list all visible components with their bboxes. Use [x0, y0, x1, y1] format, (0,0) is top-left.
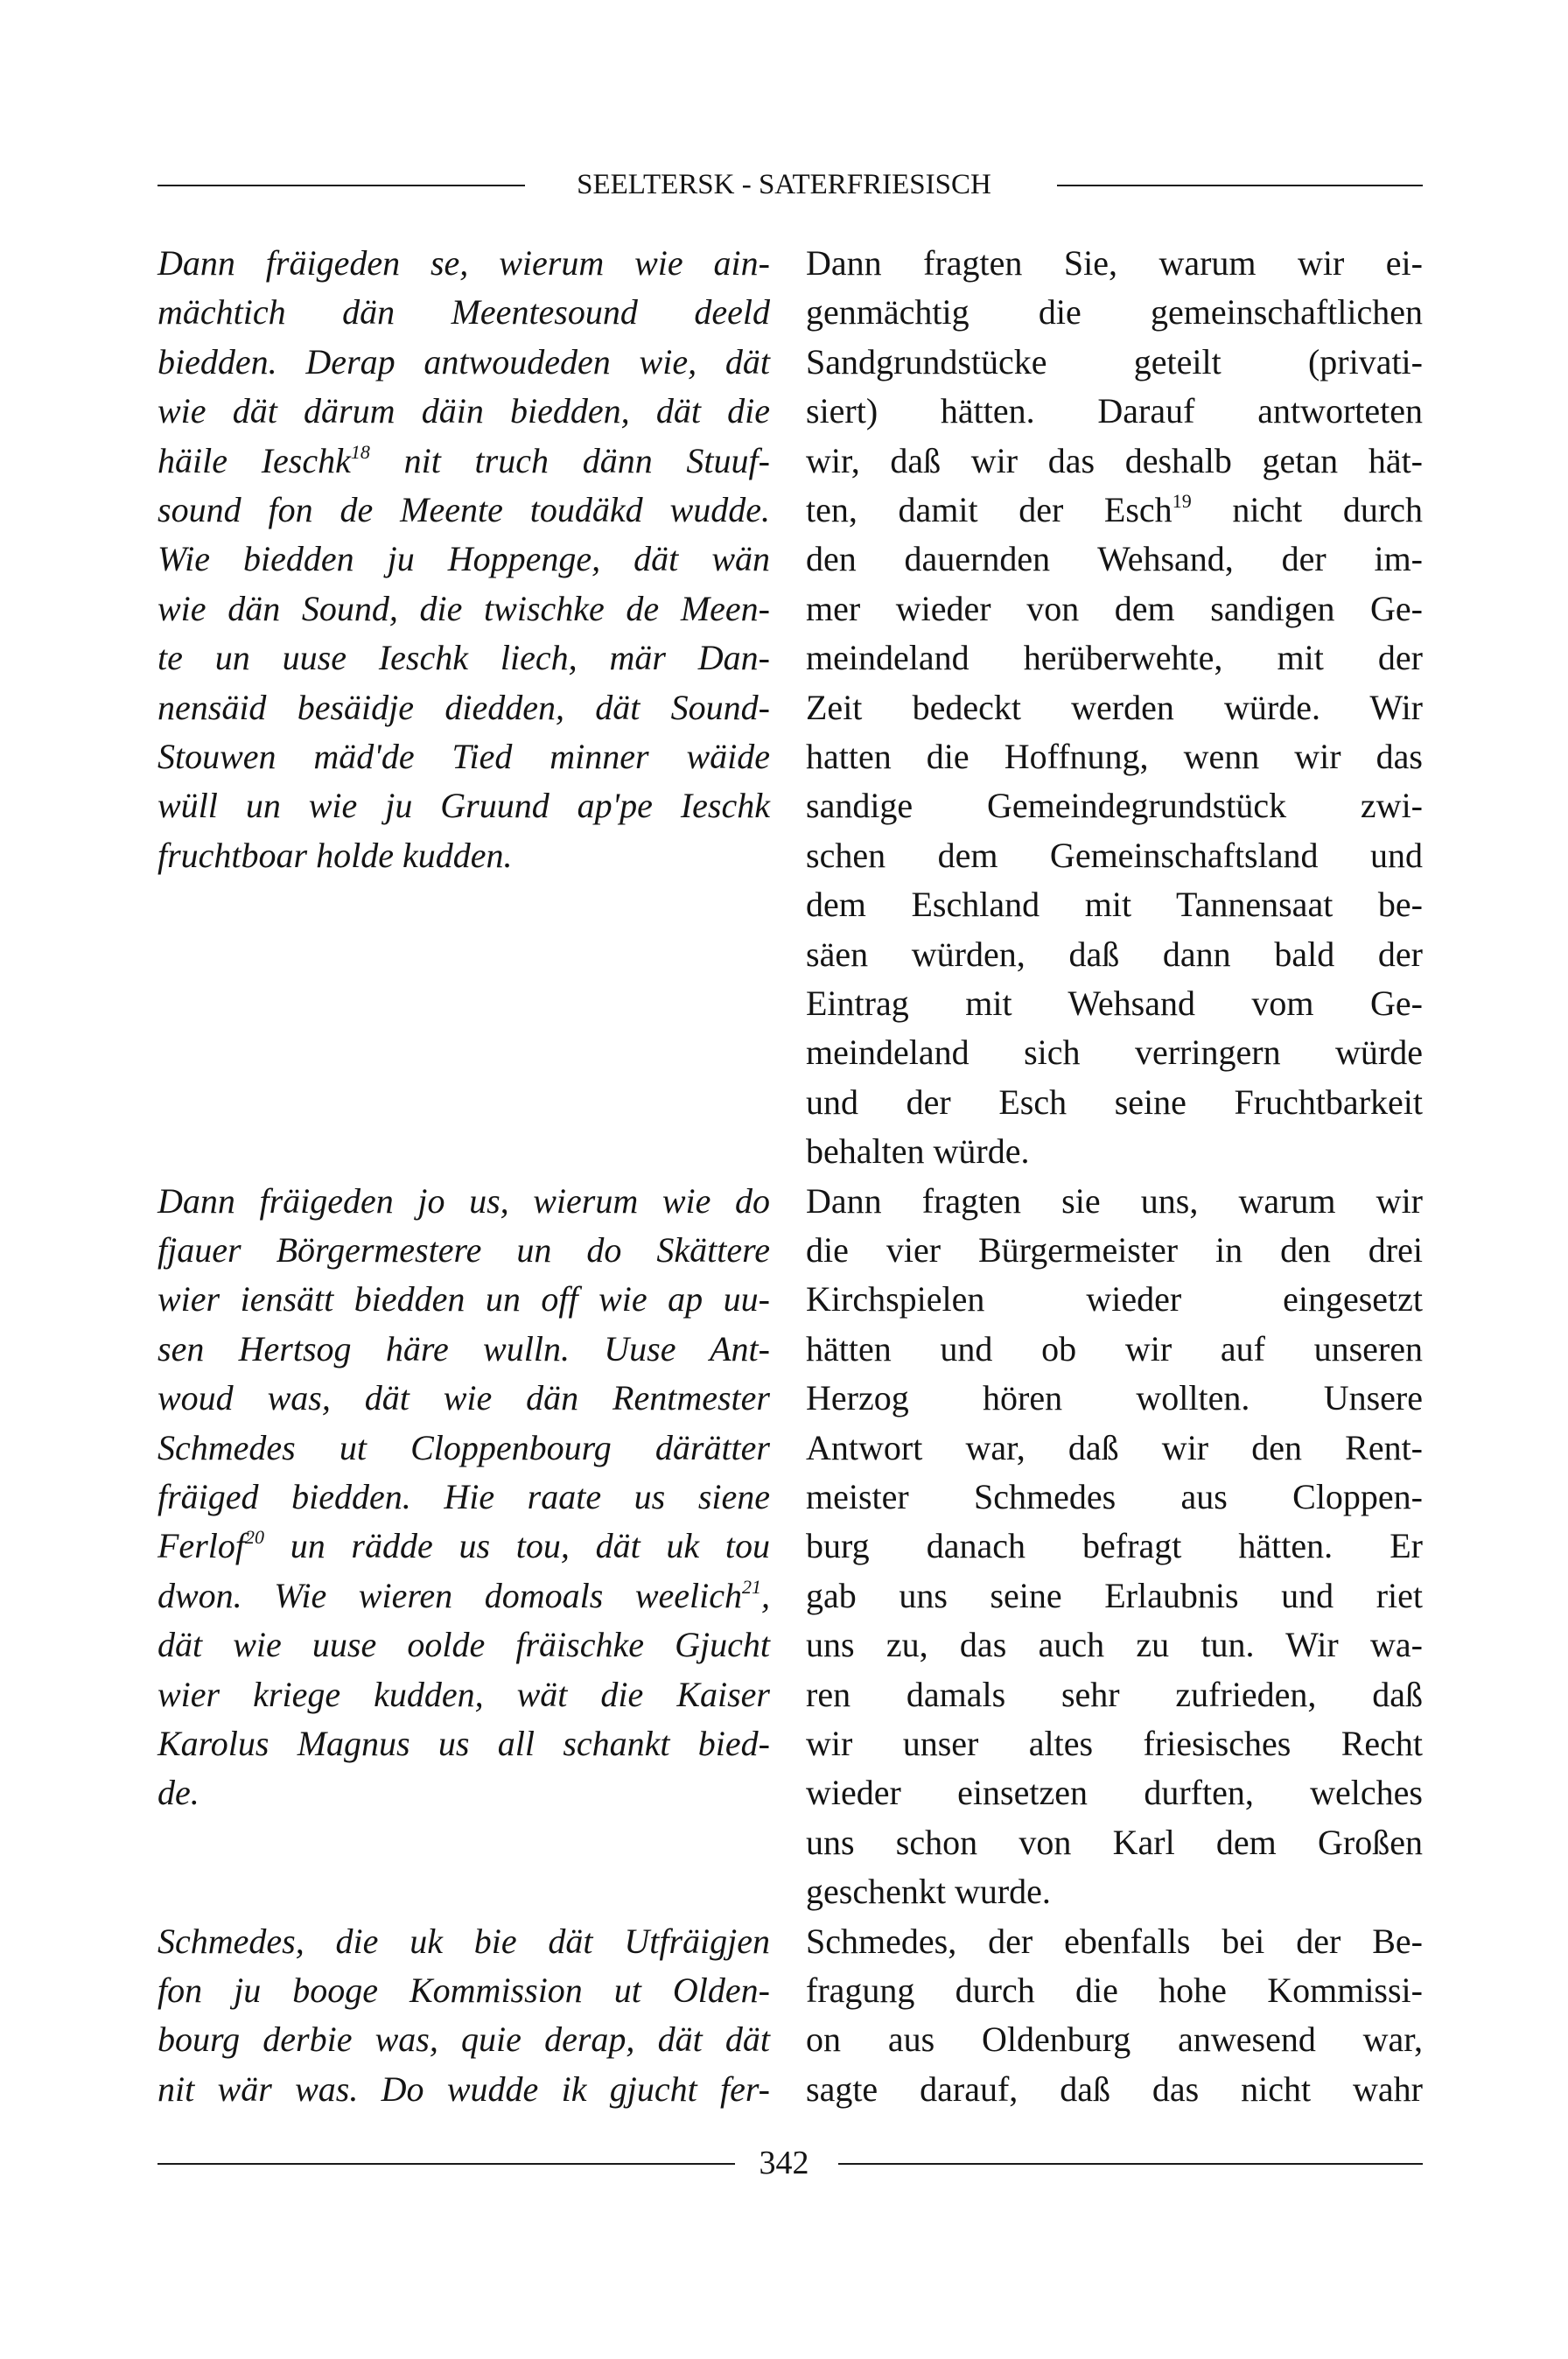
text-segment: häile Ieschk	[158, 440, 351, 480]
line-text	[806, 338, 1423, 387]
line-text	[806, 1374, 1423, 1423]
line-text	[806, 683, 1423, 732]
text-segment: un rädde us tou, dät uk tou	[263, 1526, 770, 1566]
text-line	[158, 1522, 770, 1571]
text-line	[158, 1226, 770, 1275]
line-text	[158, 1719, 770, 1768]
text-segment: wüll un wie ju Gruund ap'pe Ieschk	[158, 786, 770, 826]
text-line	[158, 1325, 770, 1374]
text-segment: behalten würde.	[806, 1131, 1030, 1172]
line-text	[806, 1325, 1423, 1374]
line-text	[158, 2015, 770, 2064]
line-text	[806, 387, 1423, 436]
text-line	[806, 486, 1423, 535]
text-segment: schen dem Gemeinschaftsland und	[806, 835, 1423, 875]
line-text	[806, 880, 1423, 929]
line-text	[158, 831, 513, 880]
text-line	[158, 437, 770, 486]
text-line	[158, 486, 770, 535]
text-segment: siert) hätten. Darauf antworteten	[806, 391, 1423, 431]
text-segment: ren damals sehr zufrieden, daß	[806, 1674, 1423, 1714]
line-text	[158, 1670, 770, 1719]
text-line	[806, 1670, 1423, 1719]
line-text	[158, 486, 770, 535]
page-number: 342	[759, 2145, 809, 2181]
text-segment: wier iensätt biedden un off wie ap uu-	[158, 1279, 770, 1320]
text-line	[806, 1275, 1423, 1324]
text-segment: mächtich dän Meentesound deeld	[158, 292, 770, 332]
text-line	[806, 437, 1423, 486]
footnote-marker: 18	[350, 440, 370, 463]
text-line	[806, 1719, 1423, 1768]
text-segment: Dann fragten Sie, warum wir ei-	[806, 243, 1423, 283]
text-line	[158, 634, 770, 682]
line-text	[806, 1275, 1423, 1324]
text-line	[158, 732, 770, 781]
text-line	[158, 1572, 770, 1620]
text-segment: uns schon von Karl dem Großen	[806, 1822, 1423, 1862]
line-text	[806, 486, 1423, 535]
text-line	[806, 1374, 1423, 1423]
text-line	[158, 387, 770, 436]
text-line	[158, 1966, 770, 2015]
right-column-german	[806, 0, 1423, 2359]
line-text	[806, 1424, 1423, 1473]
line-text	[806, 634, 1423, 682]
line-text	[806, 979, 1423, 1028]
text-segment: säen würden, daß dann bald der	[806, 934, 1423, 974]
text-segment: Schmedes, der ebenfalls bei der Be-	[806, 1921, 1423, 1961]
text-line	[806, 634, 1423, 682]
text-segment: geschenkt wurde.	[806, 1872, 1051, 1912]
line-text	[806, 1818, 1423, 1867]
text-line	[158, 2065, 770, 2114]
text-segment: hätten und ob wir auf unseren	[806, 1328, 1423, 1368]
text-segment: uns zu, das auch zu tun. Wir wa-	[806, 1625, 1423, 1665]
line-text	[158, 1374, 770, 1423]
text-line	[158, 683, 770, 732]
text-line	[158, 1177, 770, 1226]
text-line	[158, 239, 770, 288]
text-line	[806, 387, 1423, 436]
text-line	[806, 239, 1423, 288]
text-line	[806, 880, 1423, 929]
text-line	[806, 979, 1423, 1028]
text-segment: nicht durch	[1191, 490, 1423, 529]
text-segment: meister Schmedes aus Cloppen-	[806, 1477, 1423, 1516]
text-line	[806, 1620, 1423, 1670]
text-line	[806, 1078, 1423, 1127]
text-segment: burg danach befragt hätten. Er	[806, 1526, 1423, 1566]
text-segment: on aus Oldenburg anwesend war,	[806, 2020, 1423, 2060]
text-line	[158, 338, 770, 387]
text-line	[158, 584, 770, 634]
line-text	[158, 1572, 770, 1620]
text-line	[806, 1572, 1423, 1620]
text-line	[806, 2015, 1423, 2064]
text-segment: Kirchspielen wieder eingesetzt	[806, 1279, 1423, 1320]
text-segment: wir unser altes friesisches Recht	[806, 1724, 1423, 1763]
running-head-title: SEELTERSK - SATERFRIESISCH	[566, 169, 1002, 200]
text-line	[806, 1818, 1423, 1867]
text-line	[806, 930, 1423, 979]
text-line	[806, 1325, 1423, 1374]
text-line	[806, 732, 1423, 781]
line-text	[806, 1522, 1423, 1571]
line-text	[158, 437, 770, 486]
text-segment: und der Esch seine Fruchtbarkeit	[806, 1082, 1423, 1122]
text-line	[806, 831, 1423, 880]
line-text	[158, 634, 770, 682]
text-segment: bourg derbie was, quie derap, dät dät	[158, 2020, 770, 2060]
text-line	[158, 2015, 770, 2064]
text-segment: wie dät därum däin biedden, dät die	[158, 391, 770, 431]
text-line	[806, 2065, 1423, 2114]
line-text	[806, 1177, 1423, 1226]
text-line	[158, 781, 770, 830]
line-text	[158, 1522, 770, 1571]
text-line	[806, 1226, 1423, 1275]
text-segment: den dauernden Wehsand, der im-	[806, 539, 1423, 579]
line-text	[158, 1917, 770, 1966]
text-line	[158, 288, 770, 337]
line-text	[158, 338, 770, 387]
text-segment: Karolus Magnus us all schankt bied-	[158, 1724, 770, 1763]
text-segment: woud was, dät wie dän Rentmester	[158, 1378, 770, 1418]
text-segment: dwon. Wie wieren domoals weelich	[158, 1575, 742, 1615]
text-segment: fruchtboar holde kudden.	[158, 835, 513, 875]
text-segment: sen Hertsog häre wulln. Uuse Ant-	[158, 1328, 770, 1368]
text-segment: mer wieder von dem sandigen Ge-	[806, 588, 1423, 628]
line-text	[158, 781, 770, 830]
line-text	[158, 1424, 770, 1473]
text-line	[806, 1867, 1423, 1916]
text-line	[806, 1127, 1423, 1176]
text-segment: biedden. Derap antwoudeden wie, dät	[158, 341, 770, 382]
footnote-marker: 21	[742, 1575, 761, 1598]
line-text	[158, 732, 770, 781]
text-segment: ten, damit der Esch	[806, 490, 1172, 529]
text-segment: Sandgrundstücke geteilt (privati-	[806, 341, 1423, 382]
text-segment: Wie biedden ju Hoppenge, dät wän	[158, 539, 770, 579]
line-text	[158, 2065, 770, 2114]
text-segment: Antwort war, daß wir den Rent-	[806, 1427, 1423, 1467]
line-text	[806, 1867, 1051, 1916]
text-segment: Ferlof	[158, 1526, 245, 1566]
text-segment: de.	[158, 1773, 200, 1813]
text-segment: sandige Gemeindegrundstück zwi-	[806, 786, 1423, 826]
text-segment: fon ju booge Kommission ut Olden-	[158, 1970, 770, 2010]
line-text	[806, 2065, 1423, 2114]
text-segment: sagte darauf, daß das nicht wahr	[806, 2068, 1423, 2109]
line-text	[158, 1620, 770, 1670]
line-text	[806, 1670, 1423, 1719]
line-text	[158, 1177, 770, 1226]
line-text	[806, 1127, 1029, 1176]
text-line	[158, 1670, 770, 1719]
text-segment: wieder einsetzen durften, welches	[806, 1773, 1423, 1813]
text-line	[158, 1917, 770, 1966]
text-segment: fragung durch die hohe Kommissi-	[806, 1970, 1423, 2010]
line-text	[806, 1917, 1423, 1966]
line-text	[806, 239, 1423, 288]
text-line	[158, 1275, 770, 1324]
line-text	[158, 239, 770, 288]
text-line	[806, 683, 1423, 732]
line-text	[158, 1473, 770, 1522]
line-text	[158, 1226, 770, 1275]
text-line	[806, 1917, 1423, 1966]
text-line	[806, 1473, 1423, 1522]
footnote-marker: 19	[1172, 490, 1192, 512]
text-line	[806, 584, 1423, 634]
line-text	[806, 1966, 1423, 2015]
line-text	[806, 1768, 1423, 1817]
text-segment: dem Eschland mit Tannensaat be-	[806, 885, 1423, 925]
text-segment: sound fon de Meente toudäkd wudde.	[158, 490, 770, 529]
text-line	[806, 781, 1423, 830]
line-text	[806, 1620, 1423, 1670]
line-text	[806, 781, 1423, 830]
text-segment: nit wär was. Do wudde ik gjucht fer-	[158, 2068, 770, 2109]
text-line	[806, 1768, 1423, 1817]
text-segment: die vier Bürgermeister in den drei	[806, 1230, 1423, 1270]
text-segment: nensäid besäidje diedden, dät Sound-	[158, 687, 770, 727]
text-segment: Stouwen mäd'de Tied minner wäide	[158, 737, 770, 776]
text-segment: dät wie uuse oolde fräischke Gjucht	[158, 1625, 770, 1665]
line-text	[806, 1226, 1423, 1275]
line-text	[158, 535, 770, 584]
line-text	[158, 1966, 770, 2015]
line-text	[158, 584, 770, 634]
line-text	[806, 831, 1423, 880]
line-text	[806, 584, 1423, 634]
text-line	[158, 1473, 770, 1522]
text-segment: wie dän Sound, die twischke de Meen-	[158, 588, 770, 628]
text-segment: ,	[761, 1575, 770, 1615]
text-segment: te un uuse Ieschk liech, mär Dan-	[158, 638, 770, 678]
line-text	[158, 1275, 770, 1324]
text-segment: hatten die Hoffnung, wenn wir das	[806, 737, 1423, 776]
line-text	[806, 1572, 1423, 1620]
text-line	[806, 1522, 1423, 1571]
text-line	[806, 1966, 1423, 2015]
text-line	[806, 535, 1423, 584]
text-segment: gab uns seine Erlaubnis und riet	[806, 1575, 1423, 1615]
text-segment: Schmedes ut Cloppenbourg därätter	[158, 1427, 770, 1467]
line-text	[806, 535, 1423, 584]
line-text	[806, 930, 1423, 979]
text-segment: wier kriege kudden, wät die Kaiser	[158, 1674, 770, 1714]
text-line	[158, 1620, 770, 1670]
text-line	[158, 535, 770, 584]
text-line	[158, 1374, 770, 1423]
line-text	[806, 1028, 1423, 1077]
text-line	[158, 1768, 770, 1817]
line-text	[158, 387, 770, 436]
text-segment: genmächtig die gemeinschaftlichen	[806, 292, 1423, 332]
text-segment: Schmedes, die uk bie dät Utfräigjen	[158, 1921, 770, 1961]
text-segment: Zeit bedeckt werden würde. Wir	[806, 687, 1423, 727]
text-segment: fräiged biedden. Hie raate us siene	[158, 1477, 770, 1516]
line-text	[806, 1078, 1423, 1127]
line-text	[806, 1473, 1423, 1522]
text-line	[158, 1424, 770, 1473]
text-line	[158, 1719, 770, 1768]
text-segment: Herzog hören wollten. Unsere	[806, 1378, 1423, 1418]
text-line	[806, 1424, 1423, 1473]
footnote-marker: 20	[244, 1526, 264, 1549]
line-text	[806, 732, 1423, 781]
text-segment: Dann fräigeden se, wierum wie ain-	[158, 243, 770, 283]
text-segment: Dann fräigeden jo us, wierum wie do	[158, 1180, 770, 1221]
line-text	[158, 288, 770, 337]
line-text	[806, 1719, 1423, 1768]
left-column-saterfrisian	[158, 0, 770, 2359]
text-segment: Dann fragten sie uns, warum wir	[806, 1180, 1423, 1221]
line-text	[158, 1325, 770, 1374]
line-text	[806, 288, 1423, 337]
text-segment: wir, daß wir das deshalb getan hät-	[806, 440, 1423, 480]
line-text	[806, 2015, 1423, 2064]
text-segment: Eintrag mit Wehsand vom Ge-	[806, 984, 1423, 1023]
text-segment: nit truch dänn Stuuf-	[369, 440, 770, 480]
line-text	[158, 1768, 200, 1817]
text-line	[158, 831, 770, 880]
text-line	[806, 1177, 1423, 1226]
text-segment: meindeland sich verringern würde	[806, 1032, 1423, 1073]
text-segment: fjauer Börgermestere un do Skättere	[158, 1230, 770, 1270]
line-text	[806, 437, 1423, 486]
text-segment: meindeland herüberwehte, mit der	[806, 638, 1423, 678]
text-line	[806, 1028, 1423, 1077]
text-line	[806, 338, 1423, 387]
text-line	[806, 288, 1423, 337]
line-text	[158, 683, 770, 732]
